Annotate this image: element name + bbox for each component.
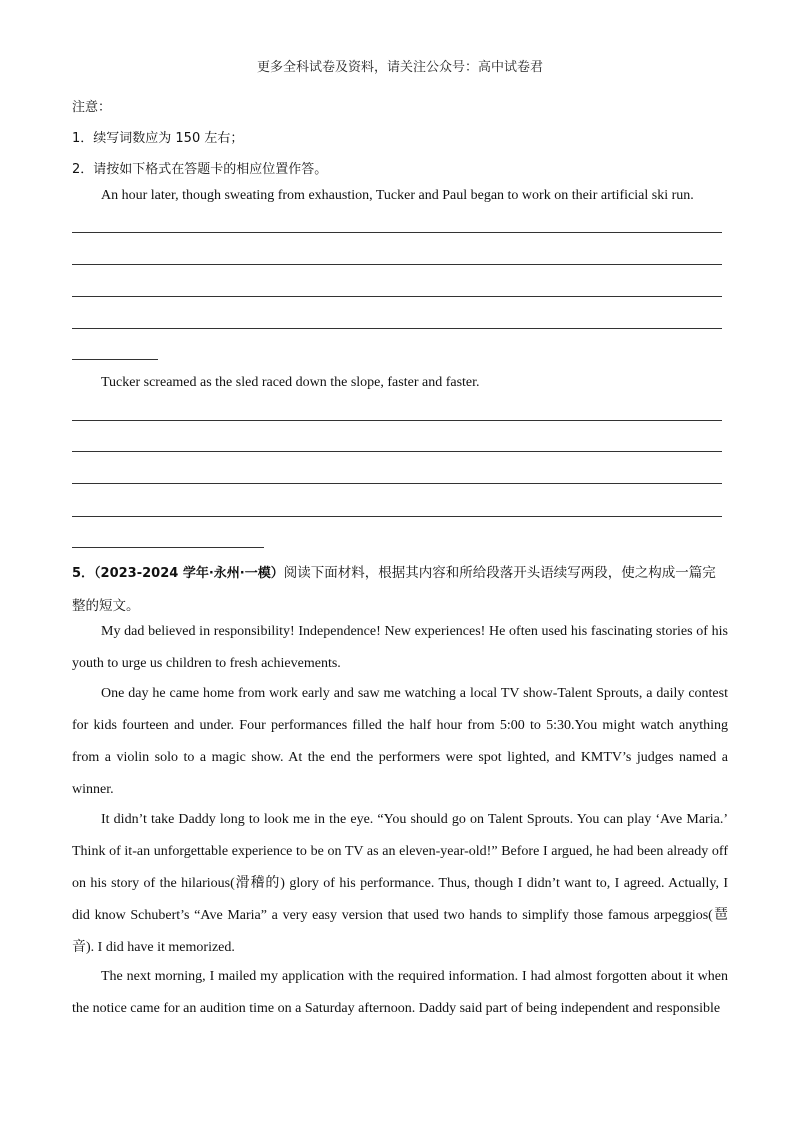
answer-line <box>72 516 722 517</box>
answer-line <box>72 328 722 329</box>
notice-item-2: 2．请按如下格式在答题卡的相应位置作答。 <box>72 162 328 177</box>
answer-line <box>72 232 722 233</box>
answer-line <box>72 420 722 421</box>
page-header: 更多全科试卷及资料，请关注公众号：高中试卷君 <box>256 60 543 75</box>
passage-paragraph: My dad believed in responsibility! Independence! New experiences! He often used his fascinating stories of his youth to urge us children to fresh achievements. <box>72 624 728 671</box>
passage-paragraph: The next morning, I mailed my application with the required information. I had almost forgotten about it when the notice came for an audition time on a Saturday afternoon. Daddy said part of being independent and responsible <box>72 969 728 1016</box>
answer-line <box>72 264 722 265</box>
answer-line <box>72 547 264 548</box>
question-number: 5． <box>72 566 95 581</box>
paragraph-opening-1: An hour later, though sweating from exhaustion, Tucker and Paul began to work on their artificial ski run. <box>101 188 694 203</box>
answer-line <box>72 483 722 484</box>
question-instruction: 阅读下面材料，根据其内容和所给段落开头语续写两段，使之构成一篇完整的短文。 <box>72 565 716 614</box>
passage-paragraph: It didn’t take Daddy long to look me in the eye. “You should go on Talent Sprouts. You can play ‘Ave Maria.’ Think of it-an unforgettable experience to be on TV as an eleven-year-old!” Before I argued, he had been already off on his story of the hilarious(滑稽的) glory of his performance. Thus, though I didn’t want to, I agreed. Actually, I did know Schubert’s “Ave Maria” a very easy version that used two hands to simplify those famous arpeggios(琶音). I did have it memorized. <box>72 812 728 955</box>
passage-paragraph: One day he came home from work early and saw me watching a local TV show-Talent Sprouts, a daily contest for kids fourteen and under. Four performances filled the half hour from 5:00 to 5:30.You might watch anything from a violin solo to a magic show. At the end the performers were spot lighted, and KMTV’s judges named a winner. <box>72 686 728 797</box>
paragraph-opening-2: Tucker screamed as the sled raced down the slope, faster and faster. <box>101 375 480 390</box>
question-source: （2023-2024 学年·永州·一模） <box>94 566 284 581</box>
answer-line <box>72 359 158 360</box>
answer-line <box>72 296 722 297</box>
notice-item-1: 1．续写词数应为 150 左右； <box>72 131 244 146</box>
question-5-heading <box>72 557 728 623</box>
answer-line <box>72 451 722 452</box>
notice-title: 注意： <box>72 100 112 115</box>
